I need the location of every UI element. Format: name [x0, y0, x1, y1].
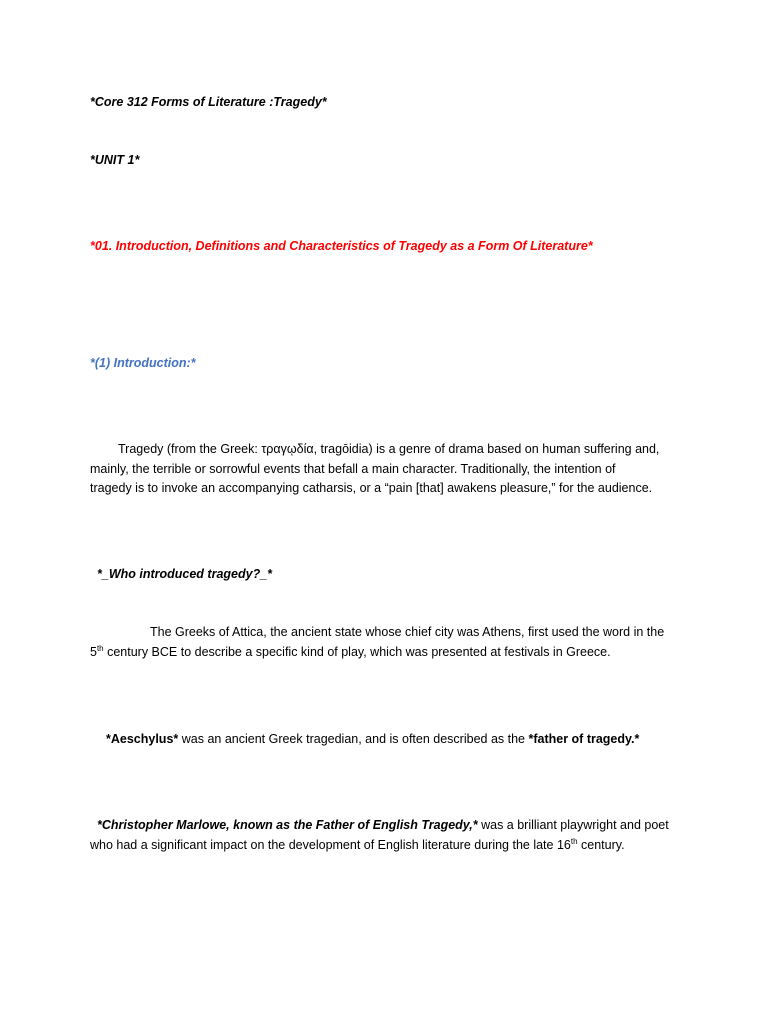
marlowe-line-1-text: was a brilliant playwright and poet [477, 818, 669, 832]
ordinal-suffix: th [570, 836, 578, 846]
section-heading: *01. Introduction, Definitions and Characteristics of Tragedy as a Form Of Literature* [90, 239, 593, 253]
greeks-paragraph [90, 623, 680, 662]
introduction-subheading: *(1) Introduction:* [90, 356, 196, 370]
intro-line-1: Tragedy (from the Greek: τραγῳδία, tragōidia) is a genre of drama based on human suffering and, [118, 442, 660, 456]
intro-line-3: tragedy is to invoke an accompanying catharsis, or a “pain [that] awakens pleasure,” for the audience. [90, 481, 653, 495]
marlowe-line-1 [90, 816, 680, 836]
intro-paragraph [90, 440, 680, 499]
ordinal-suffix: th [96, 643, 104, 653]
father-of-tragedy: *father of tragedy.* [528, 732, 640, 746]
marlowe-line-2-text: who had a significant impact on the development of English literature during the late 16 [90, 837, 571, 852]
marlowe-name: *Christopher Marlowe, known as the Father of English Tragedy,* [97, 818, 478, 832]
greeks-line-2 [90, 643, 680, 663]
unit-label: *UNIT 1* [90, 153, 140, 167]
greeks-line-1: The Greeks of Attica, the ancient state whose chief city was Athens, first used the word in the [150, 625, 665, 639]
aeschylus-middle-text: was an ancient Greek tragedian, and is often described as the [178, 732, 529, 746]
question-heading: *_Who introduced tragedy?_* [97, 567, 273, 581]
marlowe-line-2-end: century. [577, 837, 625, 852]
aeschylus-name: *Aeschylus* [106, 732, 179, 746]
greeks-line-2-text: century BCE to describe a specific kind of play, which was presented at festivals in Greece. [103, 644, 611, 659]
marlowe-line-2 [90, 836, 680, 856]
aeschylus-paragraph [106, 730, 639, 750]
doc-title: *Core 312 Forms of Literature :Tragedy* [90, 95, 327, 109]
intro-line-2: mainly, the terrible or sorrowful events that befall a main character. Traditionally, the intention of [90, 461, 616, 476]
marlowe-paragraph [90, 816, 680, 855]
century-number: 5 [90, 644, 97, 659]
